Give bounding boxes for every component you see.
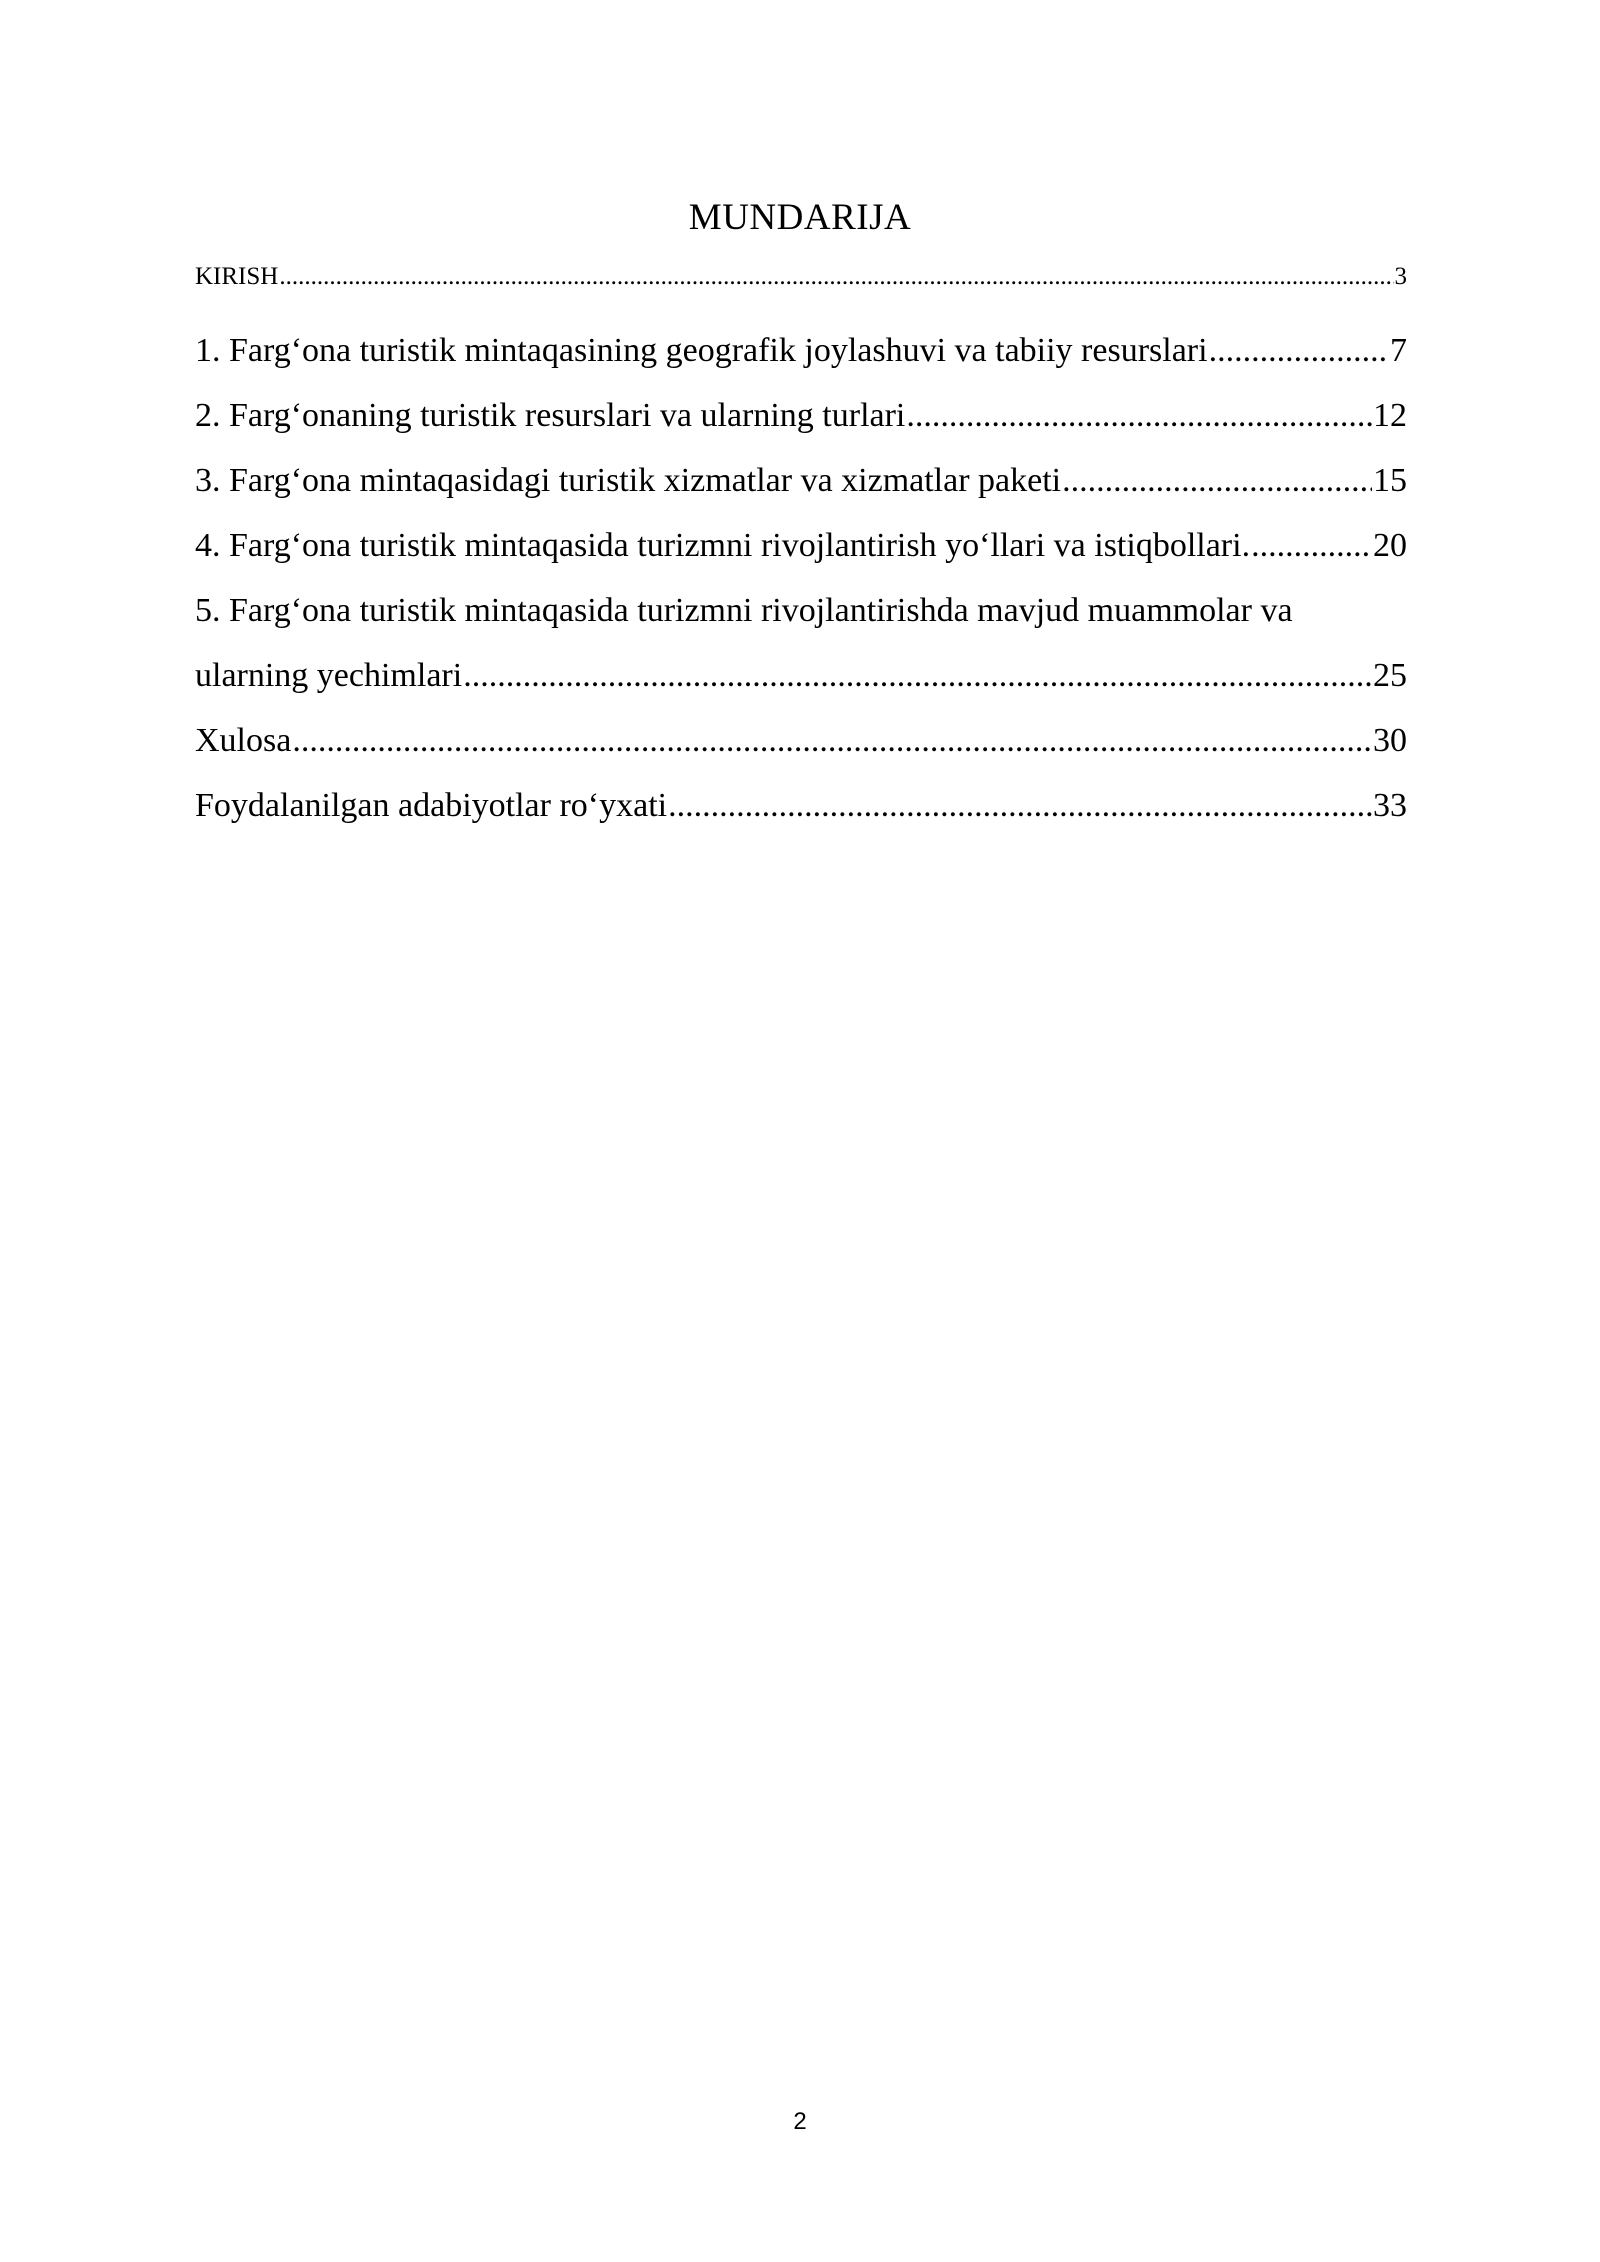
toc-entry-page: 20 (1373, 527, 1407, 564)
toc-entry-3[interactable] (195, 461, 1407, 501)
toc-leader-dots (1251, 526, 1372, 566)
toc-entry-kirish[interactable] (195, 262, 1407, 292)
toc-entry-label: 4. Farg‘ona turistik mintaqasida turizmni rivojlantirish yo‘llari va istiqbollari. (195, 527, 1251, 564)
page-number: 2 (793, 2108, 807, 2135)
toc-leader-dots (1209, 331, 1389, 371)
toc-entry-4[interactable] (195, 526, 1407, 566)
toc-entry-label: 3. Farg‘ona mintaqasidagi turistik xizmatlar va xizmatlar paketi (195, 462, 1062, 499)
toc-entry-label: 2. Farg‘onaning turistik resurslari va ularning turlari (195, 397, 906, 434)
toc-leader-dots (463, 656, 1372, 696)
toc-entry-5-line2[interactable] (195, 656, 1407, 696)
toc-entry-label: ularning yechimlari (195, 657, 463, 694)
toc-leader-dots (1062, 461, 1372, 501)
page-title: MUNDARIJA (688, 197, 912, 238)
toc-entry-page: 7 (1390, 332, 1407, 369)
toc-entry-2[interactable] (195, 396, 1407, 436)
toc-entry-page: 3 (1394, 263, 1407, 290)
toc-leader-dots (279, 262, 1393, 292)
toc-entry-5-line1[interactable]: 5. Farg‘ona turistik mintaqasida turizmni rivojlantirishda mavjud muammolar va (195, 592, 1293, 629)
toc-entry-xulosa[interactable] (195, 721, 1407, 761)
toc-entry-label: KIRISH (195, 263, 279, 290)
toc-entry-1[interactable] (195, 331, 1407, 371)
toc-entry-page: 33 (1373, 787, 1407, 824)
toc-leader-dots (292, 721, 1372, 761)
toc-entry-page: 12 (1373, 397, 1407, 434)
toc-entry-label: Xulosa (195, 722, 292, 759)
toc-entry-page: 30 (1373, 722, 1407, 759)
toc-entry-label: Foydalanilgan adabiyotlar ro‘yxati (195, 787, 668, 824)
toc-entry-page: 15 (1373, 462, 1407, 499)
toc-entry-label: 1. Farg‘ona turistik mintaqasining geografik joylashuvi va tabiiy resurslari (195, 332, 1208, 369)
toc-leader-dots (906, 396, 1372, 436)
toc-entry-page: 25 (1373, 657, 1407, 694)
toc-leader-dots (668, 786, 1372, 826)
toc-entry-references[interactable] (195, 786, 1407, 826)
